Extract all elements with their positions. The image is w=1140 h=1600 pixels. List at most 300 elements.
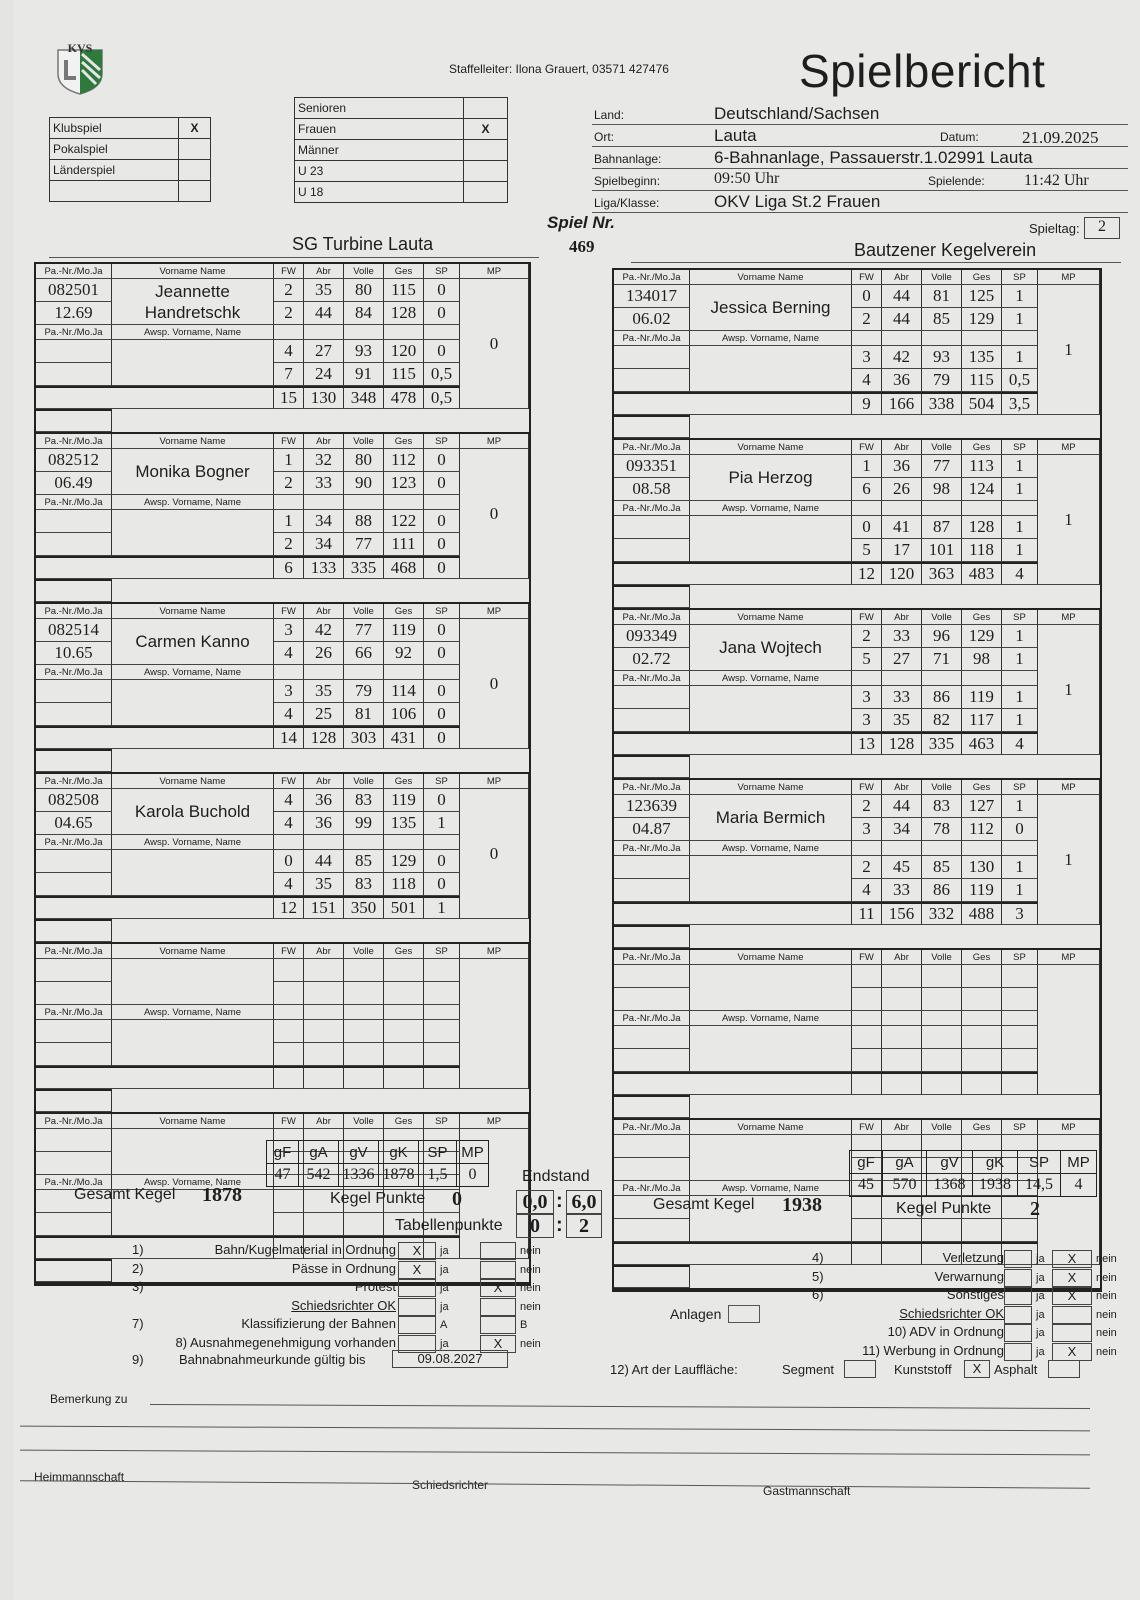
score-cell[interactable] [852, 1219, 882, 1242]
score-cell[interactable]: 35 [304, 279, 344, 302]
score-cell[interactable] [384, 1043, 424, 1066]
score-cell[interactable]: 1 [1002, 516, 1038, 539]
score-cell[interactable]: 101 [922, 539, 962, 562]
category-mark[interactable] [464, 161, 508, 182]
score-cell[interactable]: 71 [922, 648, 962, 671]
score-cell[interactable]: 3 [274, 680, 304, 703]
score-cell[interactable]: 86 [922, 686, 962, 709]
score-cell[interactable]: 125 [962, 285, 1002, 308]
awsp-name[interactable] [690, 346, 852, 392]
ort-value[interactable]: Lauta [714, 126, 757, 145]
pass-number[interactable]: 093349 [614, 625, 690, 648]
score-cell[interactable]: 36 [304, 789, 344, 812]
score-cell[interactable]: 34 [882, 818, 922, 841]
player-name[interactable]: Maria Bermich [690, 795, 852, 841]
check-box-b[interactable] [1052, 1324, 1092, 1342]
score-cell[interactable]: 3 [852, 346, 882, 369]
score-cell[interactable]: 0 [424, 340, 460, 363]
moja-value[interactable]: 04.87 [614, 818, 690, 841]
score-cell[interactable]: 96 [922, 625, 962, 648]
score-cell[interactable]: 77 [344, 619, 384, 642]
score-cell[interactable]: 1 [1002, 346, 1038, 369]
score-cell[interactable]: 79 [344, 680, 384, 703]
score-cell[interactable]: 86 [922, 879, 962, 902]
score-cell[interactable]: 0 [424, 510, 460, 533]
score-cell[interactable]: 119 [962, 879, 1002, 902]
score-cell[interactable]: 91 [344, 363, 384, 386]
check-box-b[interactable]: X [1052, 1287, 1092, 1305]
score-cell[interactable] [274, 982, 304, 1005]
score-cell[interactable]: 115 [962, 369, 1002, 392]
awsp-name[interactable] [690, 516, 852, 562]
check-box-b[interactable] [1052, 1306, 1092, 1324]
score-cell[interactable]: 77 [344, 533, 384, 556]
mp-cell[interactable]: 1 [1038, 285, 1100, 415]
mp-cell[interactable] [1038, 965, 1100, 1095]
awsp-pass[interactable] [36, 340, 112, 363]
score-cell[interactable]: 85 [922, 856, 962, 879]
score-cell[interactable]: 129 [962, 308, 1002, 331]
score-cell[interactable] [852, 1026, 882, 1049]
score-cell[interactable]: 0 [424, 619, 460, 642]
score-cell[interactable]: 0,5 [424, 363, 460, 386]
score-cell[interactable]: 1 [1002, 285, 1038, 308]
score-cell[interactable]: 44 [304, 302, 344, 325]
score-cell[interactable]: 81 [922, 285, 962, 308]
score-cell[interactable]: 128 [384, 302, 424, 325]
score-cell[interactable]: 0 [424, 680, 460, 703]
moja-value[interactable]: 06.02 [614, 308, 690, 331]
score-cell[interactable]: 127 [962, 795, 1002, 818]
check-box-a[interactable] [1004, 1324, 1032, 1342]
score-cell[interactable]: 119 [384, 619, 424, 642]
check-box-b[interactable]: X [480, 1279, 516, 1297]
score-cell[interactable]: 4 [274, 789, 304, 812]
score-cell[interactable]: 88 [344, 510, 384, 533]
check-box-a[interactable] [398, 1316, 436, 1334]
score-cell[interactable]: 2 [852, 795, 882, 818]
score-cell[interactable]: 128 [962, 516, 1002, 539]
awsp-moja[interactable] [36, 873, 112, 896]
bemerkung-line[interactable] [150, 1404, 1090, 1409]
score-cell[interactable]: 2 [274, 472, 304, 495]
category-mark[interactable] [464, 182, 508, 203]
check-box-b[interactable] [480, 1298, 516, 1316]
score-cell[interactable]: 83 [344, 789, 384, 812]
score-cell[interactable]: 35 [882, 709, 922, 732]
score-cell[interactable] [344, 1043, 384, 1066]
score-cell[interactable]: 33 [304, 472, 344, 495]
check-box-b[interactable] [480, 1316, 516, 1334]
check-box-a[interactable] [398, 1298, 436, 1316]
awsp-moja[interactable] [36, 703, 112, 726]
player-name[interactable]: Jessica Berning [690, 285, 852, 331]
score-cell[interactable]: 17 [882, 539, 922, 562]
score-cell[interactable]: 98 [922, 478, 962, 501]
score-cell[interactable]: 119 [962, 686, 1002, 709]
awsp-pass[interactable] [36, 850, 112, 873]
anlagen-box[interactable] [728, 1305, 760, 1323]
awsp-pass[interactable] [36, 680, 112, 703]
lauflaeche-segment-box[interactable] [844, 1360, 876, 1378]
check-box-b[interactable] [480, 1242, 516, 1260]
score-cell[interactable]: 135 [962, 346, 1002, 369]
score-cell[interactable]: 1 [1002, 795, 1038, 818]
score-cell[interactable]: 27 [304, 340, 344, 363]
score-cell[interactable]: 118 [962, 539, 1002, 562]
game-type-mark[interactable]: X [179, 118, 211, 139]
awsp-pass[interactable] [36, 1020, 112, 1043]
score-cell[interactable]: 24 [304, 363, 344, 386]
check-box-a[interactable] [1004, 1250, 1032, 1268]
player-name[interactable] [112, 959, 274, 1005]
score-cell[interactable] [304, 1043, 344, 1066]
awsp-name[interactable] [112, 510, 274, 556]
score-cell[interactable]: 85 [344, 850, 384, 873]
score-cell[interactable]: 1 [1002, 625, 1038, 648]
awsp-name[interactable] [690, 856, 852, 902]
score-cell[interactable]: 34 [304, 510, 344, 533]
score-cell[interactable]: 1 [1002, 648, 1038, 671]
score-cell[interactable]: 45 [882, 856, 922, 879]
score-cell[interactable]: 0 [424, 302, 460, 325]
score-cell[interactable]: 42 [304, 619, 344, 642]
score-cell[interactable] [922, 965, 962, 988]
score-cell[interactable]: 111 [384, 533, 424, 556]
score-cell[interactable]: 44 [882, 795, 922, 818]
score-cell[interactable]: 1 [1002, 856, 1038, 879]
pass-number[interactable]: 082501 [36, 279, 112, 302]
score-cell[interactable] [962, 1219, 1002, 1242]
score-cell[interactable]: 1 [1002, 686, 1038, 709]
score-cell[interactable] [852, 965, 882, 988]
moja-value[interactable]: 04.65 [36, 812, 112, 835]
category-mark[interactable] [464, 140, 508, 161]
score-cell[interactable] [882, 1219, 922, 1242]
score-cell[interactable]: 26 [304, 642, 344, 665]
score-cell[interactable] [384, 959, 424, 982]
score-cell[interactable]: 106 [384, 703, 424, 726]
score-cell[interactable] [274, 959, 304, 982]
moja-value[interactable] [36, 1152, 112, 1175]
player-name[interactable] [112, 1129, 274, 1175]
score-cell[interactable]: 83 [344, 873, 384, 896]
score-cell[interactable]: 2 [274, 279, 304, 302]
score-cell[interactable]: 66 [344, 642, 384, 665]
awsp-moja[interactable] [614, 1219, 690, 1242]
score-cell[interactable] [344, 1020, 384, 1043]
awsp-pass[interactable] [614, 346, 690, 369]
score-cell[interactable]: 77 [922, 455, 962, 478]
score-cell[interactable]: 33 [882, 625, 922, 648]
pass-number[interactable] [36, 1129, 112, 1152]
score-cell[interactable]: 0 [1002, 818, 1038, 841]
awsp-name[interactable] [112, 1020, 274, 1066]
pass-number[interactable]: 093351 [614, 455, 690, 478]
check-box-b[interactable]: X [1052, 1250, 1092, 1268]
score-cell[interactable] [852, 1196, 882, 1219]
score-cell[interactable] [922, 1219, 962, 1242]
bahnanlage-value[interactable]: 6-Bahnanlage, Passauerstr.1.02991 Lauta [714, 148, 1033, 167]
score-cell[interactable] [274, 1190, 304, 1213]
player-name[interactable] [690, 965, 852, 1011]
score-cell[interactable]: 1 [1002, 455, 1038, 478]
awsp-name[interactable] [112, 340, 274, 386]
score-cell[interactable] [424, 1043, 460, 1066]
score-cell[interactable]: 1 [852, 455, 882, 478]
score-cell[interactable]: 0 [274, 850, 304, 873]
score-cell[interactable] [344, 1213, 384, 1236]
score-cell[interactable]: 1 [274, 449, 304, 472]
score-cell[interactable]: 44 [304, 850, 344, 873]
score-cell[interactable]: 129 [962, 625, 1002, 648]
score-cell[interactable]: 122 [384, 510, 424, 533]
player-name[interactable]: Jana Wojtech [690, 625, 852, 671]
awsp-moja[interactable] [36, 1043, 112, 1066]
score-cell[interactable]: 25 [304, 703, 344, 726]
score-cell[interactable]: 33 [882, 879, 922, 902]
check-box-b[interactable]: X [1052, 1343, 1092, 1361]
player-name[interactable]: Carmen Kanno [112, 619, 274, 665]
score-cell[interactable]: 32 [304, 449, 344, 472]
moja-value[interactable] [36, 982, 112, 1005]
game-type-mark[interactable] [179, 160, 211, 181]
bahnabnahme-value[interactable]: 09.08.2027 [392, 1350, 508, 1368]
check-box-a[interactable] [398, 1279, 436, 1297]
score-cell[interactable]: 42 [882, 346, 922, 369]
score-cell[interactable]: 35 [304, 873, 344, 896]
land-value[interactable]: Deutschland/Sachsen [714, 104, 880, 123]
score-cell[interactable]: 83 [922, 795, 962, 818]
score-cell[interactable]: 4 [274, 873, 304, 896]
check-box-b[interactable] [480, 1261, 516, 1279]
score-cell[interactable] [304, 982, 344, 1005]
player-name[interactable] [690, 1135, 852, 1181]
mp-cell[interactable]: 0 [460, 449, 529, 579]
awsp-moja[interactable] [36, 533, 112, 556]
moja-value[interactable]: 02.72 [614, 648, 690, 671]
moja-value[interactable]: 06.49 [36, 472, 112, 495]
score-cell[interactable]: 0 [424, 533, 460, 556]
score-cell[interactable]: 7 [274, 363, 304, 386]
pass-number[interactable]: 082512 [36, 449, 112, 472]
spielbeginn-value[interactable]: 09:50 Uhr [714, 170, 780, 187]
score-cell[interactable]: 1 [1002, 478, 1038, 501]
check-box-b[interactable]: X [480, 1335, 516, 1353]
score-cell[interactable]: 0,5 [1002, 369, 1038, 392]
score-cell[interactable]: 26 [882, 478, 922, 501]
score-cell[interactable] [882, 1049, 922, 1072]
score-cell[interactable]: 135 [384, 812, 424, 835]
awsp-pass[interactable] [614, 1026, 690, 1049]
pass-number[interactable]: 123639 [614, 795, 690, 818]
awsp-moja[interactable] [614, 709, 690, 732]
score-cell[interactable]: 84 [344, 302, 384, 325]
score-cell[interactable] [304, 959, 344, 982]
player-name[interactable]: Jeannette Handretschk [112, 279, 274, 325]
datum-value[interactable]: 21.09.2025 [1022, 128, 1099, 147]
spielende-value[interactable]: 11:42 Uhr [1024, 172, 1089, 189]
score-cell[interactable]: 0 [424, 642, 460, 665]
awsp-moja[interactable] [614, 1049, 690, 1072]
score-cell[interactable] [882, 1026, 922, 1049]
score-cell[interactable]: 93 [344, 340, 384, 363]
bemerkung-line[interactable] [20, 1426, 1090, 1432]
score-cell[interactable]: 112 [384, 449, 424, 472]
moja-value[interactable] [614, 988, 690, 1011]
score-cell[interactable]: 1 [1002, 709, 1038, 732]
score-cell[interactable] [962, 965, 1002, 988]
score-cell[interactable]: 2 [852, 308, 882, 331]
awsp-moja[interactable] [614, 539, 690, 562]
awsp-name[interactable] [690, 1026, 852, 1072]
awsp-pass[interactable] [614, 856, 690, 879]
score-cell[interactable]: 120 [384, 340, 424, 363]
score-cell[interactable] [1002, 988, 1038, 1011]
score-cell[interactable] [344, 959, 384, 982]
score-cell[interactable]: 115 [384, 363, 424, 386]
score-cell[interactable] [882, 965, 922, 988]
score-cell[interactable] [424, 959, 460, 982]
awsp-pass[interactable] [36, 510, 112, 533]
score-cell[interactable]: 1 [1002, 879, 1038, 902]
score-cell[interactable]: 4 [852, 369, 882, 392]
spieltag-value[interactable]: 2 [1084, 217, 1120, 239]
score-cell[interactable]: 85 [922, 308, 962, 331]
awsp-moja[interactable] [614, 369, 690, 392]
awsp-pass[interactable] [614, 516, 690, 539]
score-cell[interactable]: 98 [962, 648, 1002, 671]
score-cell[interactable]: 113 [962, 455, 1002, 478]
score-cell[interactable]: 35 [304, 680, 344, 703]
score-cell[interactable]: 80 [344, 279, 384, 302]
score-cell[interactable] [852, 988, 882, 1011]
score-cell[interactable]: 1 [1002, 539, 1038, 562]
awsp-moja[interactable] [614, 879, 690, 902]
lauflaeche-asphalt-box[interactable] [1048, 1360, 1080, 1378]
score-cell[interactable]: 0 [852, 285, 882, 308]
score-cell[interactable] [1002, 1219, 1038, 1242]
score-cell[interactable]: 0 [424, 449, 460, 472]
moja-value[interactable]: 10.65 [36, 642, 112, 665]
score-cell[interactable] [274, 1020, 304, 1043]
score-cell[interactable]: 5 [852, 539, 882, 562]
score-cell[interactable]: 0 [424, 873, 460, 896]
score-cell[interactable]: 90 [344, 472, 384, 495]
score-cell[interactable]: 4 [274, 703, 304, 726]
score-cell[interactable]: 1 [424, 812, 460, 835]
mp-cell[interactable]: 0 [460, 789, 529, 919]
score-cell[interactable]: 34 [304, 533, 344, 556]
score-cell[interactable]: 79 [922, 369, 962, 392]
moja-value[interactable]: 08.58 [614, 478, 690, 501]
awsp-moja[interactable] [36, 363, 112, 386]
pass-number[interactable]: 134017 [614, 285, 690, 308]
score-cell[interactable]: 82 [922, 709, 962, 732]
score-cell[interactable]: 5 [852, 648, 882, 671]
game-type-mark[interactable] [179, 181, 211, 202]
pass-number[interactable]: 082508 [36, 789, 112, 812]
category-mark[interactable]: X [464, 119, 508, 140]
check-box-a[interactable] [1004, 1343, 1032, 1361]
score-cell[interactable]: 36 [882, 455, 922, 478]
score-cell[interactable]: 44 [882, 308, 922, 331]
score-cell[interactable]: 130 [962, 856, 1002, 879]
check-box-b[interactable]: X [1052, 1269, 1092, 1287]
mp-cell[interactable]: 1 [1038, 795, 1100, 925]
score-cell[interactable]: 33 [882, 686, 922, 709]
score-cell[interactable] [962, 1049, 1002, 1072]
score-cell[interactable]: 1 [1002, 308, 1038, 331]
bemerkung-line[interactable] [20, 1450, 1090, 1456]
score-cell[interactable]: 92 [384, 642, 424, 665]
liga-value[interactable]: OKV Liga St.2 Frauen [714, 192, 881, 211]
score-cell[interactable]: 117 [962, 709, 1002, 732]
score-cell[interactable]: 3 [274, 619, 304, 642]
awsp-name[interactable] [690, 686, 852, 732]
score-cell[interactable]: 99 [344, 812, 384, 835]
mp-cell[interactable]: 0 [460, 619, 529, 749]
player-name[interactable]: Monika Bogner [112, 449, 274, 495]
check-box-a[interactable] [1004, 1306, 1032, 1324]
score-cell[interactable]: 129 [384, 850, 424, 873]
score-cell[interactable] [1002, 1049, 1038, 1072]
score-cell[interactable]: 2 [852, 625, 882, 648]
score-cell[interactable]: 0 [852, 516, 882, 539]
mp-cell[interactable]: 1 [1038, 625, 1100, 755]
score-cell[interactable] [344, 982, 384, 1005]
score-cell[interactable]: 36 [304, 812, 344, 835]
awsp-pass[interactable] [614, 686, 690, 709]
score-cell[interactable] [962, 988, 1002, 1011]
score-cell[interactable] [304, 1213, 344, 1236]
score-cell[interactable] [922, 988, 962, 1011]
score-cell[interactable] [384, 1020, 424, 1043]
score-cell[interactable]: 2 [274, 533, 304, 556]
score-cell[interactable]: 124 [962, 478, 1002, 501]
score-cell[interactable]: 78 [922, 818, 962, 841]
score-cell[interactable]: 0 [424, 279, 460, 302]
moja-value[interactable]: 12.69 [36, 302, 112, 325]
score-cell[interactable]: 1 [274, 510, 304, 533]
score-cell[interactable]: 119 [384, 789, 424, 812]
score-cell[interactable]: 4 [274, 642, 304, 665]
pass-number[interactable] [36, 959, 112, 982]
score-cell[interactable] [274, 1213, 304, 1236]
score-cell[interactable]: 81 [344, 703, 384, 726]
player-name[interactable]: Pia Herzog [690, 455, 852, 501]
score-cell[interactable] [424, 1020, 460, 1043]
score-cell[interactable]: 3 [852, 818, 882, 841]
score-cell[interactable] [424, 982, 460, 1005]
category-mark[interactable] [464, 98, 508, 119]
score-cell[interactable]: 115 [384, 279, 424, 302]
score-cell[interactable]: 4 [274, 812, 304, 835]
mp-cell[interactable] [460, 959, 529, 1089]
score-cell[interactable]: 123 [384, 472, 424, 495]
score-cell[interactable] [1002, 965, 1038, 988]
check-box-a[interactable]: X [398, 1261, 436, 1279]
check-box-a[interactable]: X [398, 1242, 436, 1260]
score-cell[interactable] [852, 1049, 882, 1072]
mp-cell[interactable]: 0 [460, 279, 529, 409]
awsp-name[interactable] [112, 680, 274, 726]
awsp-name[interactable] [112, 850, 274, 896]
score-cell[interactable] [274, 1043, 304, 1066]
score-cell[interactable]: 2 [852, 856, 882, 879]
lauflaeche-kunststoff-box[interactable]: X [964, 1360, 990, 1378]
pass-number[interactable]: 082514 [36, 619, 112, 642]
